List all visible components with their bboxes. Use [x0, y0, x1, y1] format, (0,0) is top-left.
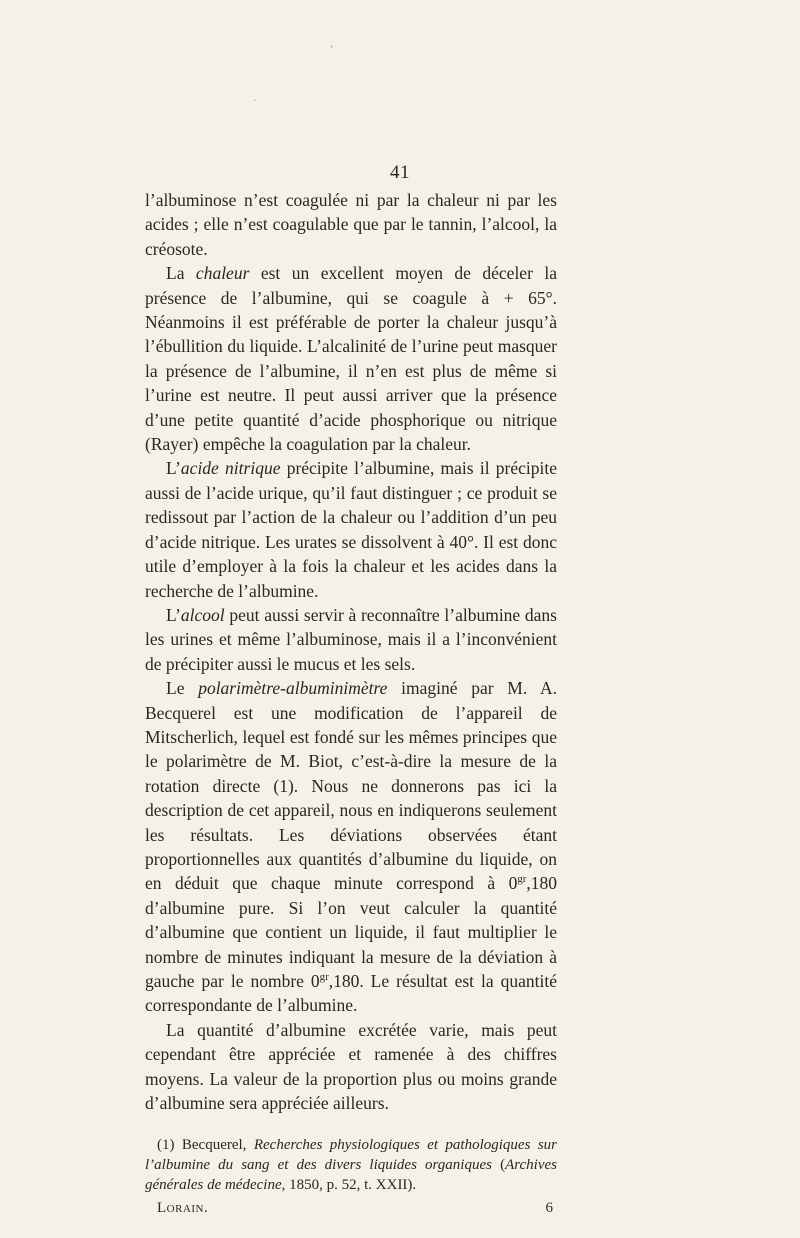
paragraph: [145, 603, 557, 676]
text-run: l’albuminose n’est coagulée ni par la chaleur ni par les acides ; elle n’est coagulable que par le tannin, l’alcool, la créosote.: [145, 190, 557, 259]
text-run: peut aussi servir à reconnaître l’albumine dans les urines et même l’albuminose, mais il a l’inconvénient de précipiter aussi le mucus et les sels.: [145, 604, 557, 674]
italic-term: alcool: [180, 604, 225, 625]
italic-term: Archives générales de médecine: [145, 1157, 557, 1193]
signature-author: Lorain.: [157, 1200, 209, 1216]
text-run: , 1850, p. 52, t. XXII).: [281, 1177, 417, 1193]
text-run: ,180. Le résultat est la quantité correspondante de l’albumine.: [145, 971, 558, 1016]
text-run: imaginé par M. A. Becquerel est une modification de l’appareil de Mitscherlich, lequel est fondé sur les mêmes principes que le polarimètre de M. Biot, c’est-à-dire la mesure de la rotation directe (1). Nous ne donnerons pas ici la description de cet appareil, nous en indiquerons seulement les résultats. Les déviations observées étant proportionnelles aux quantités d’albumine du liquide, on en déduit que chaque minute correspond à 0: [145, 678, 557, 894]
paper-speck: ·: [253, 96, 257, 107]
paragraph: [145, 456, 557, 602]
text-run: ,180 d’albumine pure. Si l’on veut calculer la quantité d’albumine que contient un liquide, il faut multiplier le nombre de minutes indiquant la mesure de la déviation à gauche par le nombre 0: [145, 873, 557, 991]
text-run: L’: [166, 604, 181, 625]
paragraph: [145, 676, 557, 1018]
paragraph: [145, 1018, 557, 1116]
text-run: L’: [166, 458, 181, 479]
footnote-text: [145, 1135, 557, 1195]
footnote: [145, 1135, 557, 1195]
paragraph: [145, 188, 557, 261]
text-run: précipite l’albumine, mais il précipite aussi de l’acide urique, qu’il faut distinguer ; ce produit se redissout par l’action de la chaleur ou l’addition d’un peu d’acide nitrique. Les urates se dissolvent à 40°. Il est donc utile d’employer à la fois la chaleur et les acides dans la recherche de l’albumine.: [145, 458, 557, 601]
text-run: (: [491, 1157, 506, 1173]
text-run: La: [166, 263, 196, 284]
superscript-unit: gr: [319, 971, 329, 984]
italic-term: Recherches physiologiques et pathologiques sur l’albumine du sang et des divers liquides organiques: [145, 1137, 557, 1173]
body-text: [145, 188, 557, 1115]
paragraph: [145, 261, 557, 456]
paper-speck: ‘: [330, 44, 334, 55]
page-number: 41: [390, 162, 410, 183]
italic-term: acide nitrique: [180, 458, 281, 479]
italic-term: chaleur: [195, 263, 250, 284]
signature-sheet-number: 6: [545, 1200, 553, 1216]
italic-term: polarimètre-albuminimètre: [198, 678, 388, 699]
text-run: La quantité d’albumine excrétée varie, mais peut cependant être appréciée et ramenée à des chiffres moyens. La valeur de la proportion plus ou moins grande d’albumine sera appréciée ailleurs.: [145, 1019, 557, 1114]
signature-line: [145, 1198, 557, 1218]
text-run: est un excellent moyen de déceler la présence de l’albumine, qui se coagule à + 65°. Néanmoins il est préférable de porter la chaleur jusqu’à l’ébullition du liquide. L’alcalinité de l’urine peut masquer la présence de l’albumine, il n’en est plus de même si l’urine est neutre. Il peut aussi arriver que la présence d’une petite quantité d’acide phosphorique ou nitrique (Rayer) empêche la coagulation par la chaleur.: [145, 263, 557, 455]
superscript-unit: gr: [517, 873, 527, 886]
text-run: Le: [166, 678, 199, 699]
text-run: (1) Becquerel,: [157, 1137, 254, 1153]
